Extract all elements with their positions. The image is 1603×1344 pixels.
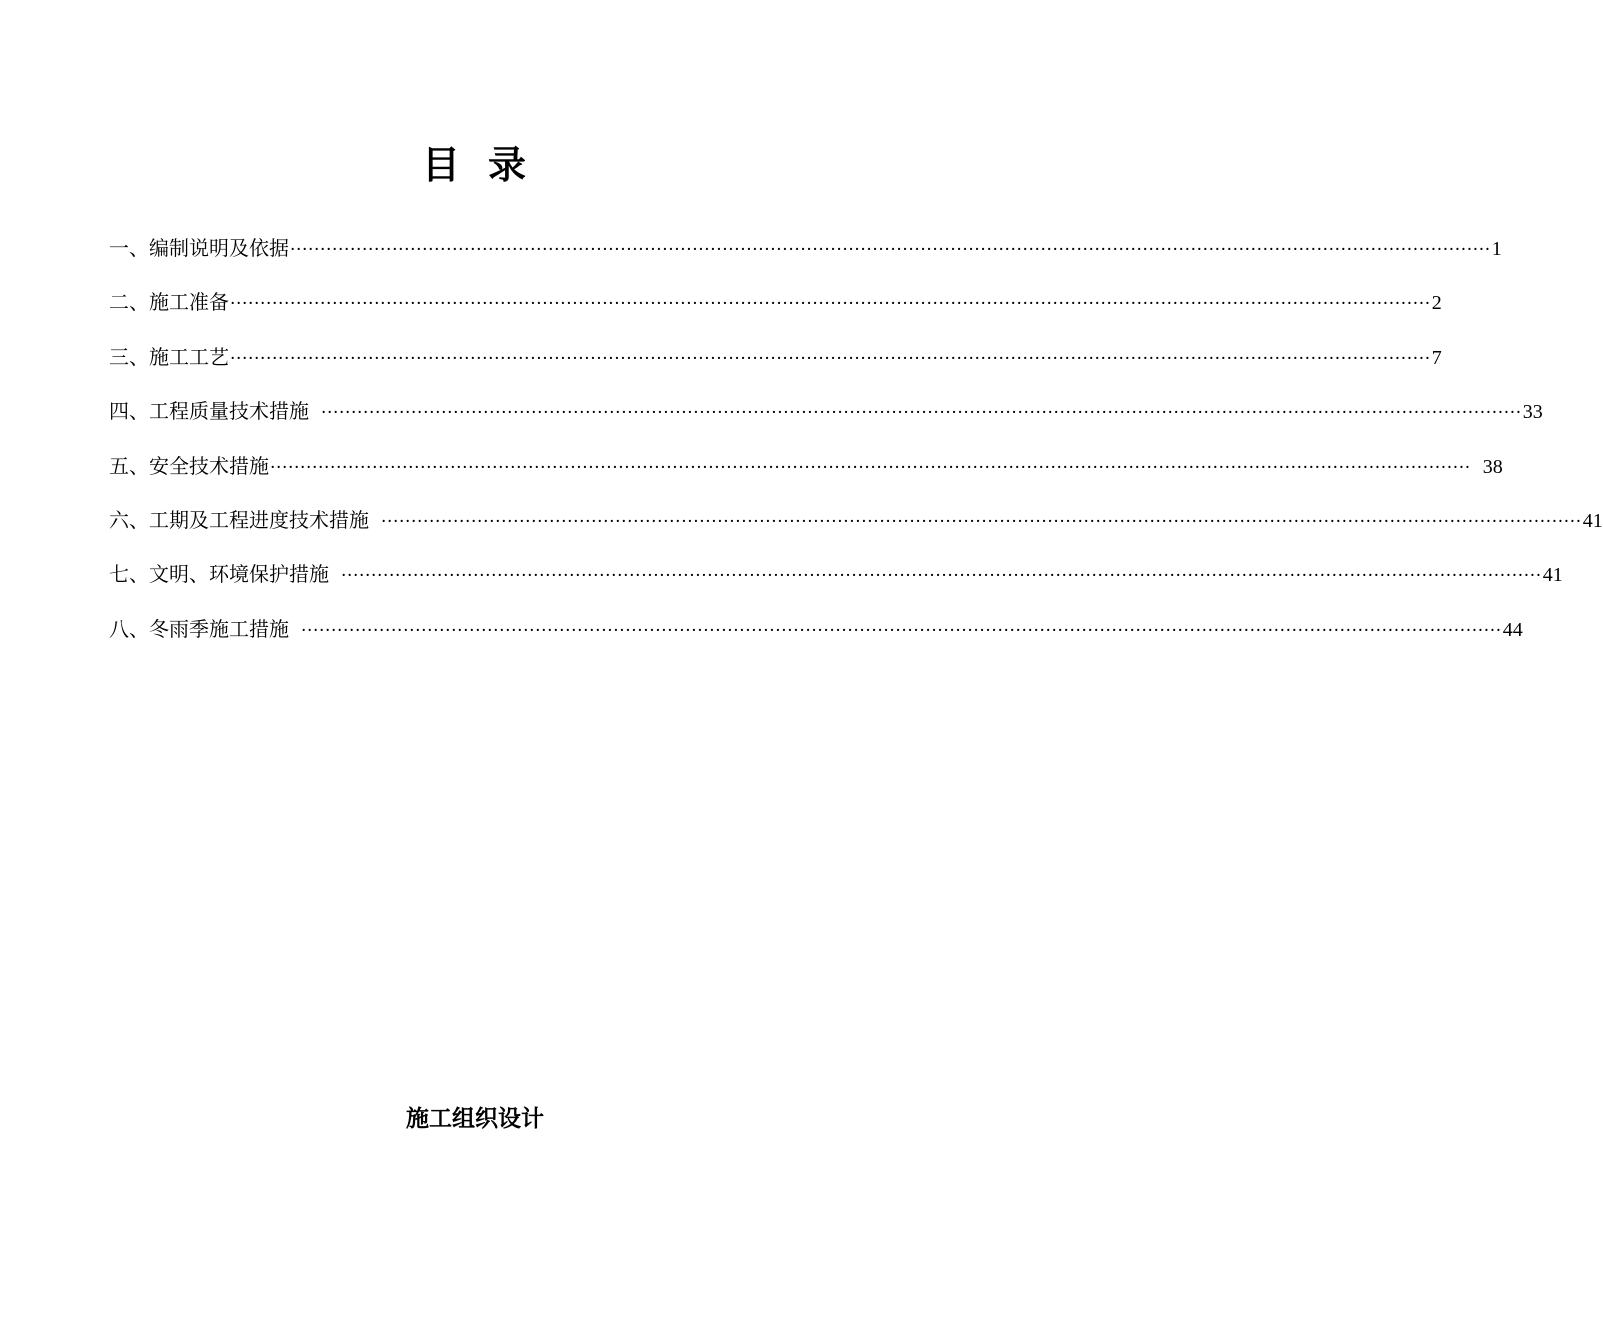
toc-entry-5[interactable]	[109, 448, 1503, 502]
toc-leader-dots: ········································································································································································································	[230, 294, 1431, 315]
toc-entry-label: 二、施工准备	[109, 290, 229, 315]
toc-entry-label: 四、工程质量技术措施	[109, 399, 309, 424]
toc-leader-dots: ········································································································································································································	[230, 348, 1431, 369]
toc-entry-page: 41	[1582, 509, 1603, 532]
toc-entry-page: 33	[1522, 401, 1543, 424]
toc-entry-4[interactable]	[109, 393, 1543, 447]
toc-entry-page: 7	[1431, 346, 1442, 369]
toc-entry-3[interactable]	[109, 339, 1442, 393]
toc-entry-label: 五、安全技术措施	[109, 453, 269, 478]
toc-title	[0, 140, 950, 190]
toc-entry-page: 41	[1542, 564, 1563, 587]
toc-entry-1[interactable]	[109, 230, 1502, 284]
toc-leader-dots: ········································································································································································································	[381, 511, 1582, 532]
toc-title-char-2: 录	[488, 143, 529, 187]
toc-entry-page: 2	[1431, 292, 1442, 315]
toc-entry-page: 44	[1502, 618, 1523, 641]
toc-entry-label: 七、文明、环境保护措施	[109, 562, 329, 587]
toc-entry-label: 一、编制说明及依据	[109, 236, 289, 260]
toc-leader-dots: ········································································································································································································	[321, 403, 1522, 424]
toc-title-char-1: 目	[421, 143, 462, 187]
toc-entry-page: 38	[1482, 455, 1503, 478]
toc-entry-label: 六、工期及工程进度技术措施	[109, 507, 369, 532]
toc-entry-2[interactable]	[109, 284, 1442, 338]
toc-entry-label: 八、冬雨季施工措施	[109, 616, 289, 641]
toc-entry-6[interactable]	[109, 502, 1603, 556]
toc-leader-dots: ········································································································································································································	[301, 620, 1502, 641]
document-heading: 施工组织设计	[406, 1106, 544, 1132]
toc-entry-label: 三、施工工艺	[109, 344, 229, 369]
toc-entry-8[interactable]	[109, 611, 1523, 665]
toc-entry-page: 1	[1491, 238, 1502, 260]
toc-entry-7[interactable]	[109, 556, 1563, 610]
table-of-contents	[109, 230, 1603, 665]
toc-leader-dots: ········································································································································································································	[341, 566, 1542, 587]
toc-leader-dots: ········································································································································································································	[270, 457, 1471, 478]
toc-leader-dots: ········································································································································································································	[290, 240, 1491, 260]
